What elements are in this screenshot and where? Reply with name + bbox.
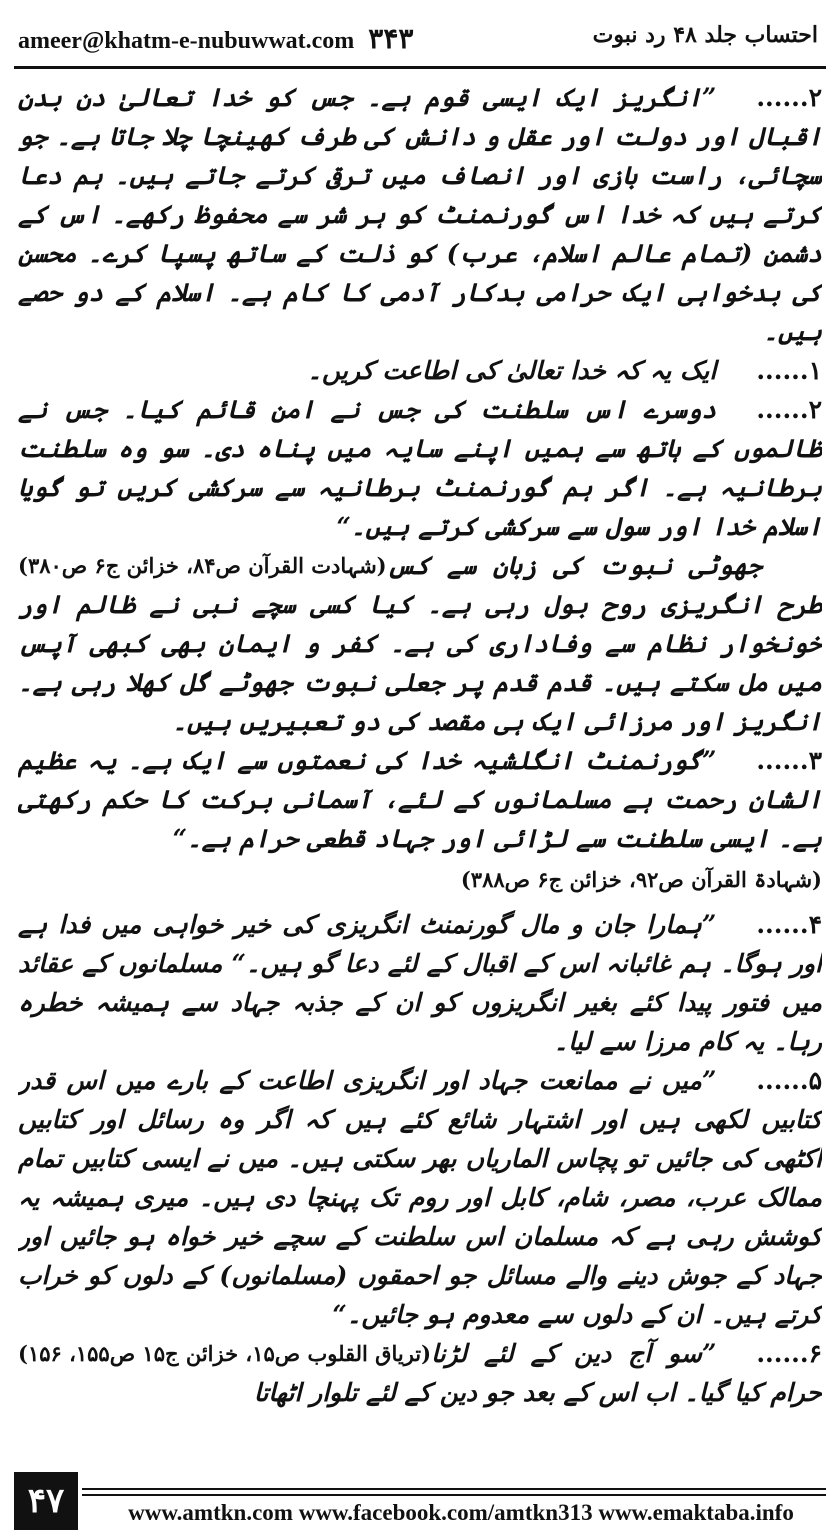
citation: (شہادت القرآن ص۸۴، خزائن ج۶ ص۳۸۰): [18, 553, 387, 578]
item-number: ۴......: [756, 910, 822, 939]
item-number: ۶......: [756, 1339, 822, 1368]
item-number: ۵......: [756, 1066, 822, 1095]
header-left: [18, 22, 413, 56]
footer-links: www.amtkn.com www.facebook.com/amtkn313 www.emaktaba.info: [128, 1500, 794, 1525]
sub-item-1: [18, 351, 822, 390]
quote-item-2: [18, 78, 822, 351]
quote-item-5: [18, 1061, 822, 1366]
citation: (شہادۃ القرآن ص۹۲، خزائن ج۶ ص۳۸۸): [460, 867, 822, 892]
footer-rule: [82, 1488, 826, 1490]
item-text: ”ہمارا جان و مال گورنمنٹ انگریزی کی خیر خواہی میں فدا ہے اور ہوگا۔ ہم غائبانہ اس کے اقبال کے لئے دعا گو ہیں۔“ مسلمانوں کے عقائد میں فتور پیدا کئے بغیر انگریزوں کو ان کے جذبہ جہاد سے ہمیشہ خطرہ رہا۔ یہ کام مرزا سے لیا۔: [18, 910, 822, 1056]
header-book-title: احتساب جلد ۴۸ رد نبوت: [592, 22, 818, 48]
page-body: [18, 78, 822, 1466]
page-footer: [0, 1470, 840, 1540]
page-header: [14, 12, 818, 64]
header-divider: [14, 66, 826, 69]
quote-item-4: [18, 905, 822, 1061]
quote-item-3: [18, 741, 822, 858]
item-text: ”میں نے ممانعت جہاد اور انگریزی اطاعت کے بارے میں اس قدر کتابیں لکھی ہیں اور اشتہار شائع کئے ہیں کہ اگر وہ رسائل اور کتابیں اکٹھی کی جائیں تو پچاس الماریاں بھر سکتی ہیں۔ میں نے ایسی کتابیں تمام ممالک عرب، مصر، شام، کابل اور روم تک پہنچا دی ہیں۔ میری ہمیشہ یہ کوشش رہی ہے کہ مسلمان اس سلطنت کے سچے خیر خواہ ہو جائیں اور جہاد کے جوش دینے والے مسائل جو احمقوں (مسلمانوں) کے دلوں کو خراب کرتے ہیں۔ ان کے دلوں سے معدوم ہو جائیں۔“: [18, 1066, 822, 1329]
item-text: ایک یہ کہ خدا تعالیٰ کی اطاعت کریں۔: [307, 356, 717, 385]
paragraph-text: جھوٹی نبوت کی زبان سے کس طرح انگریزی روح بول رہی ہے۔ کیا کسی سچے نبی نے ظالم اور خونخوار نظام سے وفاداری کی ہے۔ کفر و ایمان بھی کبھی آپس میں مل سکتے ہیں۔ قدم قدم پر جعلی نبوت جھوٹے گل کھلا رہی ہے۔ انگریز اور مرزائی ایک ہی مقصد کی دو تعبیریں ہیں۔: [18, 551, 822, 736]
header-email: ameer@khatm-e-nubuwwat.com: [18, 28, 355, 54]
item-number: ۲......: [756, 83, 822, 112]
item-text: ”گورنمنٹ انگلشیہ خدا کی نعمتوں سے ایک ہے۔ یہ عظیم الشان رحمت ہے مسلمانوں کے لئے، آسمانی برکت کا حکم رکھتی ہے۔ ایسی سلطنت سے لڑائی اور جہاد قطعی حرام ہے۔“: [18, 746, 822, 853]
footer-page-marker: ۴۷: [14, 1472, 78, 1530]
footer-rule: [82, 1494, 826, 1496]
item-text: ”سو آج دین کے لئے لڑنا حرام کیا گیا۔ اب اس کے بعد جو دین کے لئے تلوار اٹھاتا: [253, 1339, 822, 1407]
item-number: ۲......: [756, 395, 822, 424]
item-number: ۱......: [756, 356, 822, 385]
item-number: ۳......: [756, 746, 822, 775]
header-page-number: ۳۴۳: [368, 24, 414, 55]
sub-item-2: [18, 390, 822, 578]
item-text: ”انگریز ایک ایسی قوم ہے۔ جس کو خدا تعالیٰ دن بدن اقبال اور دولت اور عقل و دانش کی طرف کھینچا چلا جاتا ہے۔ جو سچائی، راست بازی اور انصاف میں ترقی کرتے جاتے ہیں۔ ہم دعا کرتے ہیں کہ خدا اس گورنمنٹ کو ہر شر سے محفوظ رکھے۔ اس کے دشمن (تمام عالم اسلام، عرب) کو ذلت کے ساتھ پسپا کرے۔ محسن کی بدخواہی ایک حرامی بدکار آدمی کا کام ہے۔ اسلام کے دو حصے ہیں۔: [18, 83, 822, 346]
item-text: دوسرے اس سلطنت کی جس نے امن قائم کیا۔ جس نے ظالموں کے ہاتھ سے ہمیں اپنے سایہ میں پناہ دی۔ سو وہ سلطنت برطانیہ ہے۔ اگر ہم گورنمنٹ برطانیہ سے سرکشی کریں تو گویا اسلام خدا اور سول سے سرکشی کرتے ہیں۔“: [18, 395, 822, 541]
citation: (تریاق القلوب ص۱۵، خزائن ج۱۵ ص۱۵۵، ۱۵۶): [18, 1341, 432, 1366]
